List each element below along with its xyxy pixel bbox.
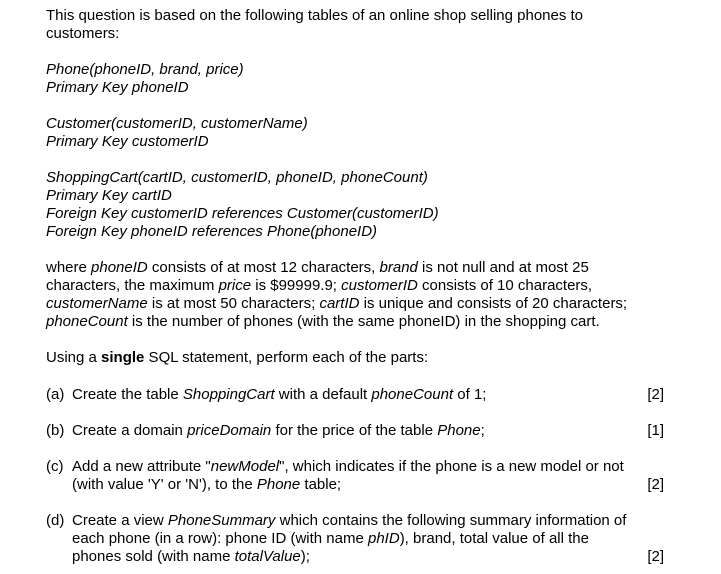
constraints-line-1: where phoneID consists of at most 12 characters, brand is not null and at most 25 — [46, 259, 589, 276]
question-d-marks: [2] — [647, 548, 664, 565]
question-a-text: Create the table ShoppingCart with a default phoneCount of 1; — [72, 386, 487, 403]
constraints-line-2: characters, the maximum price is $99999.9; customerID consists of 10 characters, — [46, 277, 593, 294]
customer-primary-key: Primary Key customerID — [46, 133, 209, 150]
customer-table-definition: Customer(customerID, customerName) — [46, 115, 308, 132]
intro-line-2: customers: — [46, 25, 120, 42]
question-d — [46, 512, 664, 566]
constraints-line-3: customerName is at most 50 characters; cartID is unique and consists of 20 characters; — [46, 295, 628, 312]
cart-foreign-key-phone: Foreign Key phoneID references Phone(phoneID) — [46, 223, 378, 240]
instruction: Using a single SQL statement, perform each of the parts: — [46, 349, 429, 366]
schema-phone — [46, 61, 666, 97]
cart-foreign-key-customer: Foreign Key customerID references Customer(customerID) — [46, 205, 439, 222]
constraints-line-4: phoneCount is the number of phones (with the same phoneID) in the shopping cart. — [46, 313, 600, 330]
question-c-label: (c) — [46, 458, 64, 475]
question-c-marks: [2] — [647, 476, 664, 493]
intro-paragraph — [46, 7, 666, 43]
question-a-marks: [2] — [647, 386, 664, 403]
question-b-marks: [1] — [647, 422, 664, 439]
question-c — [46, 458, 664, 494]
question-d-text-line-1: Create a view PhoneSummary which contains the following summary information of — [72, 512, 627, 529]
schema-customer — [46, 115, 666, 151]
intro-line-1: This question is based on the following tables of an online shop selling phones to — [46, 7, 584, 24]
phone-primary-key: Primary Key phoneID — [46, 79, 189, 96]
question-b-text: Create a domain priceDomain for the price of the table Phone; — [72, 422, 485, 439]
cart-table-definition: ShoppingCart(cartID, customerID, phoneID, phoneCount) — [46, 169, 428, 186]
question-a-label: (a) — [46, 386, 65, 403]
question-b — [46, 422, 664, 440]
question-d-text-line-2: each phone (in a row): phone ID (with name phID), brand, total value of all the — [72, 530, 589, 547]
question-d-text-line-3: phones sold (with name totalValue); — [72, 548, 310, 565]
phone-table-definition: Phone(phoneID, brand, price) — [46, 61, 244, 78]
cart-primary-key: Primary Key cartID — [46, 187, 172, 204]
question-a — [46, 386, 664, 404]
question-b-label: (b) — [46, 422, 65, 439]
question-c-text-line-1: Add a new attribute "newModel", which indicates if the phone is a new model or not — [72, 458, 624, 475]
question-c-text-line-2: (with value 'Y' or 'N'), to the Phone table; — [72, 476, 342, 493]
schema-shopping-cart — [46, 169, 666, 241]
constraints-paragraph — [46, 259, 666, 331]
question-d-label: (d) — [46, 512, 65, 529]
